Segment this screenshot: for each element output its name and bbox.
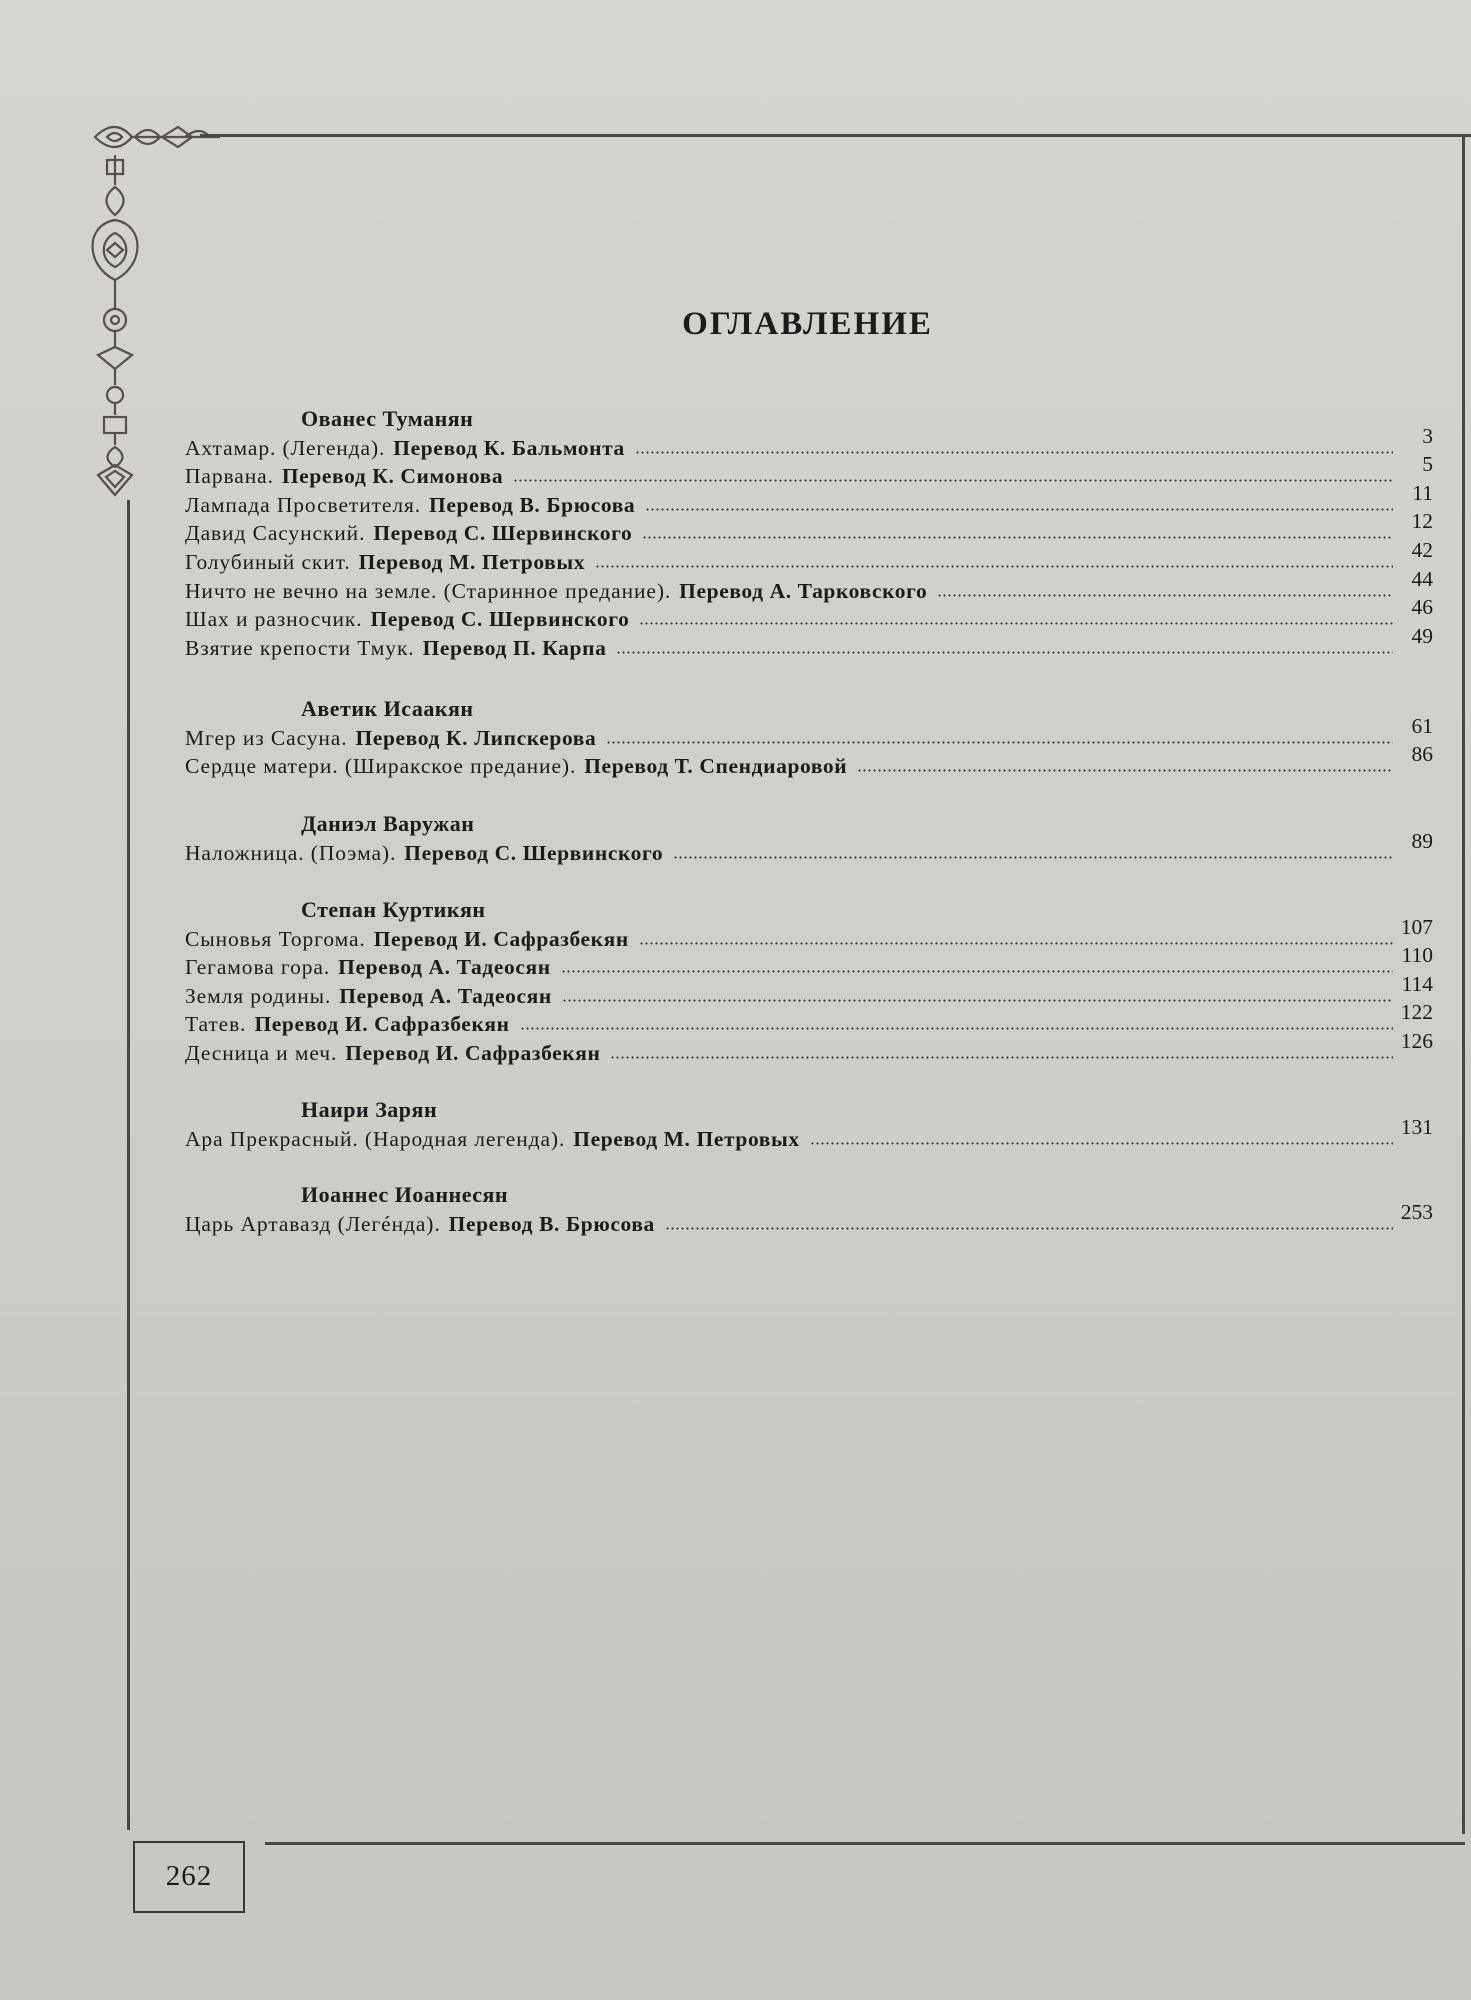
translator: Перевод А. Тадеосян: [338, 955, 551, 980]
page-number: 107: [1400, 914, 1433, 939]
toc-section: [185, 896, 1433, 1067]
toc-entry[interactable]: [185, 828, 1433, 867]
page-number: 5: [1422, 452, 1433, 477]
work-title: Десница и меч.: [185, 1040, 338, 1065]
work-title: Наложница. (Поэма).: [185, 840, 397, 865]
work-title: Давид Сасунский.: [185, 521, 366, 546]
page-number: 131: [1400, 1114, 1433, 1139]
toc-entry[interactable]: [185, 713, 1433, 752]
dot-leader: [616, 651, 1393, 654]
page-number: 46: [1411, 595, 1433, 620]
work-title: Ара Прекрасный. (Народная легенда).: [185, 1126, 566, 1151]
toc-entry[interactable]: [185, 480, 1433, 519]
toc-entry[interactable]: [185, 623, 1433, 662]
dot-leader: [610, 1056, 1393, 1059]
toc-entry[interactable]: [185, 452, 1433, 491]
toc-entry[interactable]: [185, 914, 1433, 953]
work-title: Мгер из Сасуна.: [185, 725, 348, 750]
work-title: Царь Артавазд (Легéнда).: [185, 1211, 441, 1236]
page-number: 114: [1401, 971, 1433, 996]
translator: Перевод И. Сафразбекян: [254, 1012, 510, 1037]
folio-page-number: 262: [133, 1841, 245, 1913]
page-number: 89: [1411, 828, 1433, 853]
toc-entry[interactable]: [185, 566, 1433, 605]
author-name: Степан Куртикян: [301, 897, 486, 922]
work-title: Ничто не вечно на земле. (Старинное предание).: [185, 578, 672, 603]
translator: Перевод С. Шервинского: [370, 607, 630, 632]
frame-left-rule: [127, 500, 130, 1830]
translator: Перевод Т. Спендиаровой: [584, 754, 848, 779]
translator: Перевод А. Тадеосян: [339, 983, 552, 1008]
work-title: Сыновья Торгома.: [185, 926, 366, 951]
frame-bottom-rule: [265, 1842, 1465, 1845]
author-name: Наири Зарян: [301, 1097, 438, 1122]
toc-entry[interactable]: [185, 1028, 1433, 1067]
work-title: Шах и разносчик.: [185, 607, 363, 632]
page-number: 49: [1411, 623, 1433, 648]
work-title: Татев.: [185, 1012, 247, 1037]
page-number: 44: [1411, 566, 1433, 591]
toc-entry[interactable]: [185, 595, 1433, 634]
dot-leader: [937, 594, 1393, 597]
toc-entry[interactable]: [185, 423, 1433, 462]
toc-entry[interactable]: [185, 537, 1433, 576]
dot-leader: [595, 565, 1393, 568]
dot-leader: [639, 622, 1393, 625]
translator: Перевод И. Сафразбекян: [373, 926, 629, 951]
translator: Перевод П. Карпа: [422, 635, 607, 660]
dot-leader: [665, 1227, 1393, 1230]
page-number: 61: [1411, 713, 1433, 738]
page-title: ОГЛАВЛЕНИЕ: [682, 306, 933, 342]
translator: Перевод К. Липскерова: [355, 725, 597, 750]
dot-leader: [810, 1142, 1393, 1145]
page-number: 12: [1411, 509, 1433, 534]
frame-top-rule: [200, 134, 1471, 137]
author-name: Ованес Туманян: [301, 406, 474, 431]
work-title: Ахтамар. (Легенда).: [185, 435, 386, 460]
dot-leader: [673, 856, 1393, 859]
page-number: 3: [1422, 423, 1433, 448]
toc-section: [185, 810, 1433, 867]
author-name: Даниэл Варужан: [301, 811, 475, 836]
page-number: 11: [1412, 480, 1433, 505]
page-number: 122: [1400, 1000, 1433, 1025]
translator: Перевод К. Симонова: [281, 464, 504, 489]
dot-leader: [561, 970, 1393, 973]
work-title: Лампада Просветителя.: [185, 492, 422, 517]
toc-entry[interactable]: [185, 742, 1433, 781]
translator: Перевод С. Шервинского: [373, 521, 633, 546]
toc-entry[interactable]: [185, 971, 1433, 1010]
translator: Перевод М. Петровых: [573, 1126, 800, 1151]
dot-leader: [857, 769, 1393, 772]
frame-right-rule: [1462, 134, 1465, 1834]
work-title: Голубиный скит.: [185, 549, 351, 574]
dot-leader: [562, 999, 1393, 1002]
toc-section: [185, 405, 1433, 662]
author-name: Иоаннес Иоаннесян: [301, 1182, 509, 1207]
toc-section: [185, 695, 1433, 780]
toc-entry[interactable]: [185, 1114, 1433, 1153]
translator: Перевод К. Бальмонта: [393, 435, 625, 460]
page-number: 110: [1401, 943, 1433, 968]
dot-leader: [520, 1027, 1393, 1030]
translator: Перевод В. Брюсова: [429, 492, 636, 517]
translator: Перевод В. Брюсова: [448, 1211, 655, 1236]
toc-section: [185, 1096, 1433, 1153]
translator: Перевод И. Сафразбекян: [345, 1040, 601, 1065]
page-number: 86: [1411, 742, 1433, 767]
work-title: Гегамова гора.: [185, 955, 331, 980]
dot-leader: [639, 942, 1393, 945]
work-title: Парвана.: [185, 464, 274, 489]
dot-leader: [606, 741, 1393, 744]
page-number: 126: [1400, 1028, 1433, 1053]
page-number: 253: [1400, 1199, 1433, 1224]
work-title: Взятие крепости Тмук.: [185, 635, 415, 660]
toc-section: [185, 1181, 1433, 1238]
dot-leader: [513, 479, 1393, 482]
dot-leader: [635, 451, 1393, 454]
toc-entry[interactable]: [185, 1199, 1433, 1238]
work-title: Сердце матери. (Ширакское предание).: [185, 754, 577, 779]
translator: Перевод М. Петровых: [358, 549, 586, 574]
dot-leader: [645, 508, 1393, 511]
toc-entry[interactable]: [185, 509, 1433, 548]
dot-leader: [642, 536, 1393, 539]
translator: Перевод С. Шервинского: [404, 840, 664, 865]
work-title: Земля родины.: [185, 983, 332, 1008]
page-number: 42: [1411, 537, 1433, 562]
translator: Перевод А. Тарковского: [679, 578, 928, 603]
toc-entry[interactable]: [185, 943, 1433, 982]
toc-entry[interactable]: [185, 1000, 1433, 1039]
author-name: Аветик Исаакян: [301, 696, 474, 721]
